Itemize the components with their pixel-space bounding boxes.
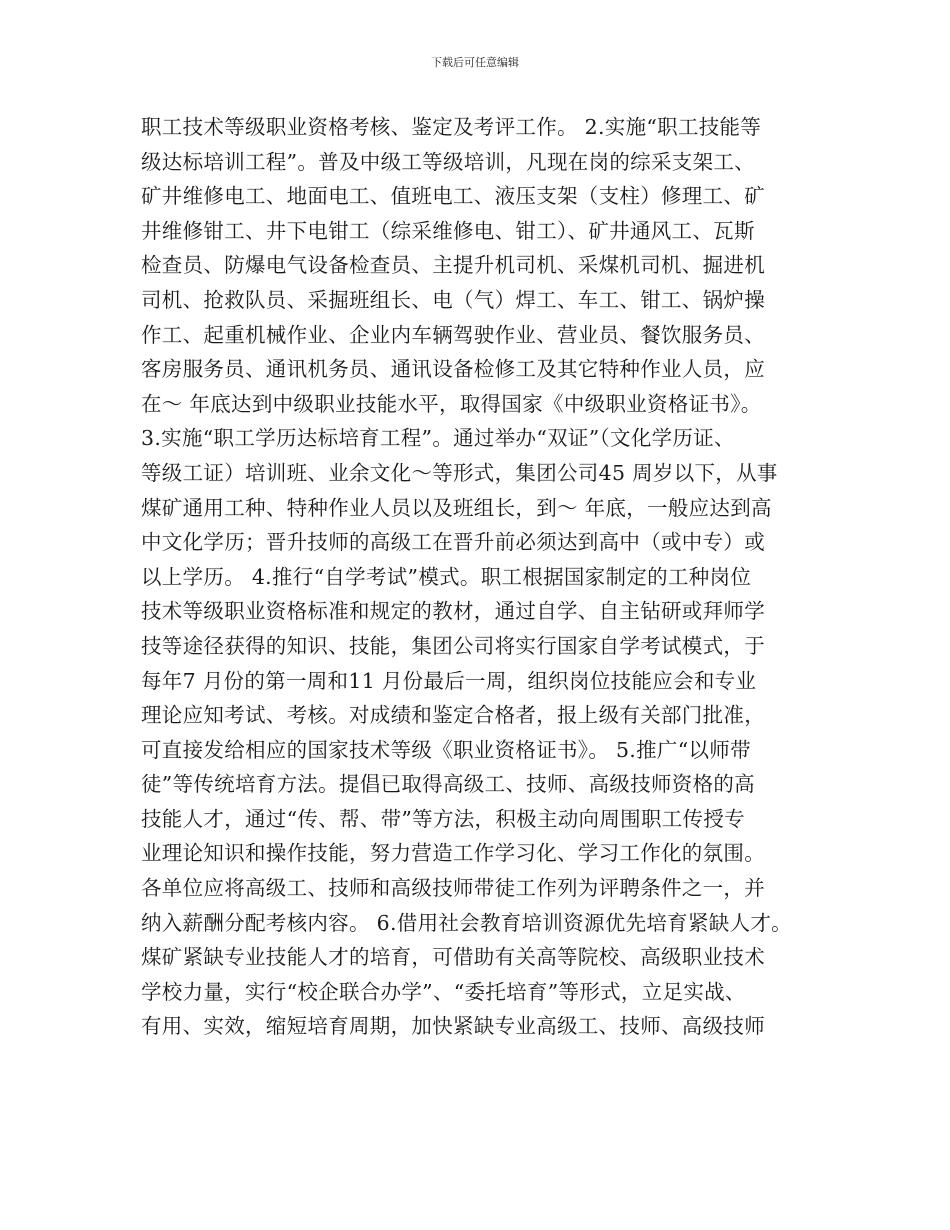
- page-header-note: 下载后可任意编辑: [431, 56, 519, 69]
- text-line: 纳入薪酬分配考核内容。 6.借用社会教育培训资源优先培育紧缺人才。: [141, 910, 792, 935]
- text-line: 司机、抢救队员、采掘班组长、电（气）焊工、车工、钳工、锅炉操: [141, 287, 765, 312]
- text-line: 各单位应将高级工、技师和高级技师带徒工作列为评聘条件之一，并: [141, 876, 765, 901]
- text-line: 井维修钳工、井下电钳工（综采维修电、钳工）、矿井通风工、瓦斯: [141, 218, 755, 243]
- text-line: 客房服务员、通讯机务员、通讯设备检修工及其它特种作业人员，应: [141, 357, 765, 382]
- text-line: 可直接发给相应的国家技术等级《职业资格证书》。 5.推广“以师带: [141, 737, 751, 762]
- text-line: 煤矿通用工种、特种作业人员以及班组长，到～ 年底，一般应达到高: [141, 495, 772, 520]
- text-line: 有用、实效，缩短培育周期，加快紧缺专业高级工、技师、高级技师: [141, 1014, 765, 1039]
- text-line: 级达标培训工程”。普及中级工等级培训，凡现在岗的综采支架工、: [141, 149, 755, 174]
- text-line: 徒”等传统培育方法。提倡已取得高级工、技师、高级技师资格的高: [141, 772, 755, 797]
- document-body: [141, 110, 941, 1044]
- text-line: 矿井维修电工、地面电工、值班电工、液压支架（支柱）修理工、矿: [141, 184, 765, 209]
- text-line: 技能人才，通过“传、帮、带”等方法，积极主动向周围职工传授专: [141, 806, 745, 831]
- text-line: 职工技术等级职业资格考核、鉴定及考评工作。 2.实施“职工技能等: [141, 115, 762, 139]
- text-line: 以上学历。 4.推行“自学考试”模式。职工根据国家制定的工种岗位: [141, 564, 752, 589]
- text-line: 作工、起重机械作业、企业内车辆驾驶作业、营业员、餐饮服务员、: [141, 322, 765, 347]
- text-line: 煤矿紧缺专业技能人才的培育，可借助有关高等院校、高级职业技术: [141, 945, 765, 970]
- text-line: 学校力量，实行“校企联合办学”、“委托培育”等形式，立足实战、: [141, 979, 746, 1004]
- text-line: 技等途径获得的知识、技能，集团公司将实行国家自学考试模式，于: [141, 633, 765, 658]
- text-line: 等级工证）培训班、业余文化～等形式，集团公司45 周岁以下，从事: [141, 460, 778, 485]
- text-line: 理论应知考试、考核。对成绩和鉴定合格者，报上级有关部门批准，: [141, 703, 765, 728]
- text-line: 检查员、防爆电气设备检查员、主提升机司机、采煤机司机、掘进机: [141, 253, 765, 278]
- text-line: 中文化学历；晋升技师的高级工在晋升前必须达到高中（或中专）或: [141, 530, 765, 555]
- text-line: 业理论知识和操作技能，努力营造工作学习化、学习工作化的氛围。: [141, 841, 765, 866]
- text-line: 在～ 年底达到中级职业技能水平，取得国家《中级职业资格证书》。: [141, 391, 762, 416]
- text-line: 3.实施“职工学历达标培育工程”。通过举办“双证”（文化学历证、: [141, 426, 735, 451]
- text-line: 每年7 月份的第一周和11 月份最后一周，组织岗位技能应会和专业: [141, 668, 757, 693]
- text-line: 技术等级职业资格标准和规定的教材，通过自学、自主钻研或拜师学: [141, 599, 765, 624]
